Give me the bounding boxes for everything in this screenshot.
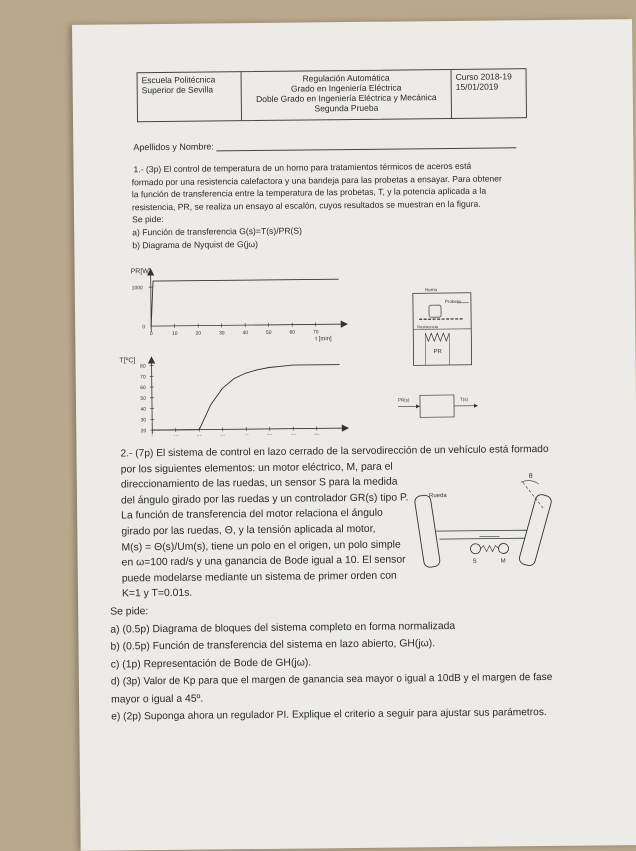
problem-1-line: Se pide: xyxy=(132,209,612,227)
y-tick-label: 70 xyxy=(140,374,146,380)
institution-line: Escuela Politécnica xyxy=(142,74,237,85)
problem-2-question: d) (3p) Valor de Kp para que el margen de ganancia sea mayor o igual a 10dB y el margen de fase xyxy=(111,668,631,691)
problem-2-question: c) (1p) Representación de Bode de GH(jω). xyxy=(111,651,631,674)
header-institution xyxy=(138,72,242,121)
y-tick-label: 20 xyxy=(141,428,147,434)
problem-2-question: a) (0.5p) Diagrama de bloques del sistema completo en forma normalizada xyxy=(110,616,630,639)
x-tick-label xyxy=(291,434,297,437)
problem-2-question: Se pide: xyxy=(110,598,630,621)
x-tick-label: 60 xyxy=(289,330,295,336)
motor-label: M xyxy=(501,558,506,564)
x-tick-label: 40 xyxy=(242,330,248,336)
spring-link xyxy=(480,545,498,551)
problem-2-line: por los siguientes elementos: un motor eléctrico, M, para el xyxy=(121,457,621,478)
exam-header-table xyxy=(137,68,528,122)
top-x-arrow xyxy=(341,321,347,327)
bottom-y-arrow xyxy=(148,357,154,363)
name-field-underline xyxy=(216,138,516,151)
y-tick-label: 40 xyxy=(140,407,146,413)
top-x-axis xyxy=(151,324,347,326)
subject-line: Regulación Automática xyxy=(244,72,449,84)
problem-2-questions xyxy=(110,598,631,726)
problem-2-line: La función de transferencia del motor relaciona el ángulo xyxy=(121,504,621,525)
problem-2-question: b) (0.5p) Función de transferencia del sistema en lazo abierto, GH(jω). xyxy=(110,633,630,656)
y-tick-label: 80 xyxy=(140,364,146,370)
x-tick-label xyxy=(173,435,179,437)
axle-line xyxy=(435,530,527,531)
top-ytick-label: 1000 xyxy=(132,285,143,291)
y-tick-label: 50 xyxy=(140,396,146,402)
oven-diagram-svg xyxy=(397,282,499,433)
power-label: PR xyxy=(433,349,442,355)
angle-arc xyxy=(521,480,539,484)
problem-2-line: del ángulo girado por las ruedas y un controlador GR(s) tipo P. xyxy=(121,488,621,509)
axle-line xyxy=(439,538,525,539)
bottom-y-axis xyxy=(152,360,153,434)
problem-2-line: en ω=100 rad/s y una ganancia de Bode igual a 10. El sensor xyxy=(122,550,622,571)
problem-2-question: e) (2p) Suponga ahora un regulador PI. Explique el criterio a seguir para ajustar sus parámetros. xyxy=(111,703,631,726)
exam-sheet xyxy=(72,19,636,851)
problem-1-line: la función de transferencia entre la temperatura de las probetas, T, y la potencia aplicada a la xyxy=(132,183,612,201)
x-tick-label: 70 xyxy=(314,433,320,436)
problem-1-line: resistencia, PR, se realiza un ensayo al escalón, cuyos resultados se muestran en la figura. xyxy=(132,196,612,214)
problem-2-line: puede modelarse mediante un sistema de primer orden con xyxy=(122,566,622,587)
problem-1-text xyxy=(131,158,612,251)
x-tick-label: 70 xyxy=(313,329,319,335)
step-response-svg xyxy=(114,254,356,437)
name-field xyxy=(133,138,516,152)
course-line: 15/01/2019 xyxy=(456,81,522,92)
problem-1-line: 1.- (3p) El control de temperatura de un horno para tratamientos térmicos de aceros está xyxy=(131,158,611,176)
name-field-label: Apellidos y Nombre: xyxy=(133,141,214,152)
x-tick-label xyxy=(151,435,154,436)
subject-line: Doble Grado en Ingeniería Eléctrica y Mecánica xyxy=(244,92,449,104)
subject-line: Grado en Ingeniería Eléctrica xyxy=(244,82,449,94)
bottom-plot-ylabel: T[ºC] xyxy=(120,357,136,364)
header-subject xyxy=(242,70,452,120)
bottom-series-line xyxy=(152,365,341,431)
problem-2-line: 2.- (7p) El sistema de control en lazo cerrado de la servodirección de un vehículo está formado xyxy=(120,441,620,462)
probe-icon xyxy=(429,305,441,317)
oven-title: Horno xyxy=(425,287,438,292)
course-line: Curso 2018-19 xyxy=(456,71,522,82)
oven-diagram xyxy=(397,282,499,433)
problem-1-line: formado por una resistencia calefactora y una bandeja para las probetas a ensayar. Para obtener xyxy=(132,171,612,189)
probe-label: Probeta xyxy=(445,299,461,304)
problem-2-line: girado por las ruedas, Θ, y la tensión aplicada al motor, xyxy=(121,519,621,540)
problem-1-line: b) Diagrama de Nyquist de G(jω) xyxy=(132,234,612,252)
block-output-arrowhead xyxy=(474,404,478,408)
motor-icon xyxy=(498,543,508,553)
top-ytick-label: 0 xyxy=(142,324,145,330)
steering-diagram-svg xyxy=(409,468,570,594)
y-tick-label: 30 xyxy=(141,417,147,423)
wheel-label: Rueda xyxy=(429,493,447,499)
block-output-label: T(s) xyxy=(460,397,469,402)
problem-2-line: K=1 y T=0.01s. xyxy=(122,582,622,603)
sensor-label: S xyxy=(473,559,477,565)
resistance-label: Resistencia xyxy=(417,324,439,329)
step-response-figure xyxy=(114,254,356,437)
subject-line: Segunda Prueba xyxy=(244,102,449,114)
institution-line: Superior de Sevilla xyxy=(142,84,237,95)
sensor-icon xyxy=(470,544,480,554)
x-tick-label xyxy=(244,434,250,436)
x-tick-label: 50 xyxy=(266,330,272,336)
problem-2-line: direccionamiento de las ruedas, un sensor S para la medida xyxy=(121,472,621,493)
resistor-icon xyxy=(425,333,449,341)
x-tick-label: 30 xyxy=(219,330,225,336)
top-plot-xlabel: t [min] xyxy=(315,336,332,342)
x-tick-label xyxy=(267,434,273,437)
top-series-line xyxy=(151,279,339,326)
header-course xyxy=(452,69,526,118)
top-plot-ylabel: PR[W] xyxy=(131,268,151,275)
transfer-block xyxy=(420,395,454,417)
angle-label: θ xyxy=(529,473,533,480)
x-tick-label: 10 xyxy=(172,331,178,337)
problem-1-line: a) Función de transferencia G(s)=T(s)/PR(S) xyxy=(132,221,612,239)
steering-diagram xyxy=(409,468,570,594)
x-tick-label xyxy=(197,435,203,437)
problem-2-line: M(s) = Θ(s)/Um(s), tiene un polo en el origen, un polo simple xyxy=(121,535,621,556)
block-input-label: PR(s) xyxy=(398,397,410,402)
block-input-arrowhead xyxy=(416,404,420,408)
x-tick-label: 20 xyxy=(195,331,201,337)
problem-2-question: mayor o igual a 45º. xyxy=(111,686,631,709)
bottom-x-arrow xyxy=(342,425,348,431)
x-tick-label: 0 xyxy=(150,331,153,337)
y-tick-label: 60 xyxy=(140,385,146,391)
x-tick-label xyxy=(220,434,226,436)
